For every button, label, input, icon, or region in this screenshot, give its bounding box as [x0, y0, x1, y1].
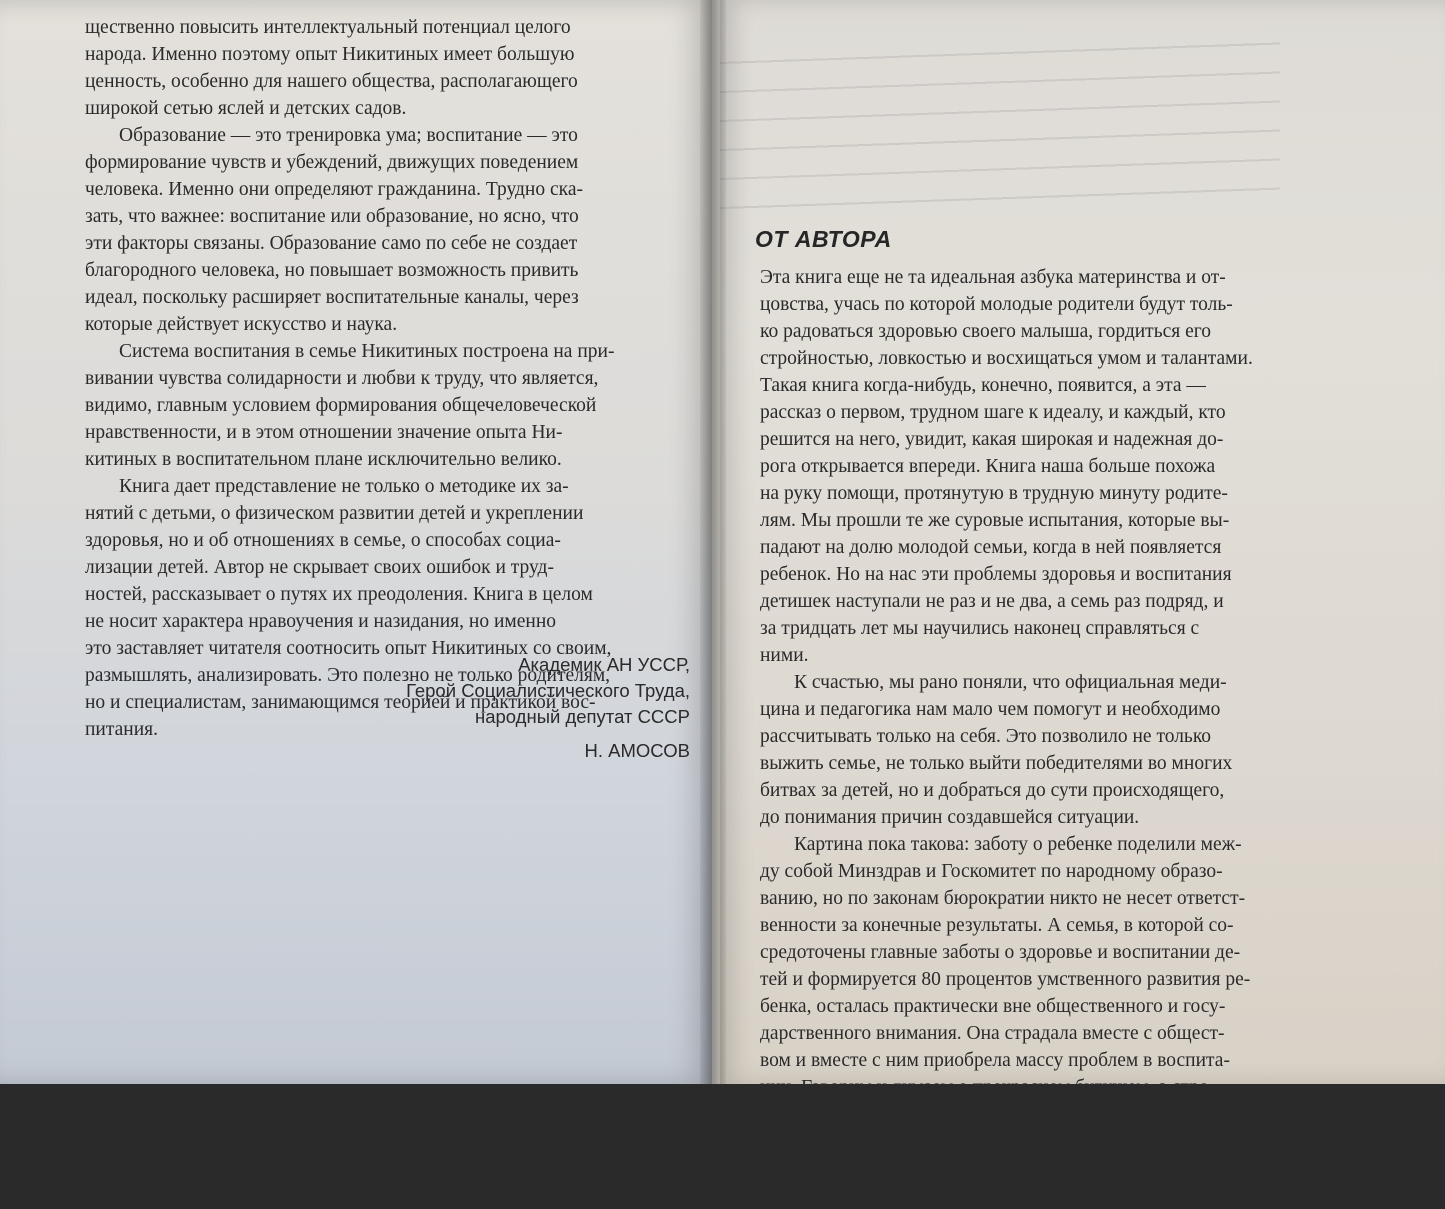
- signature-name: Н. АМОСОВ: [584, 740, 690, 761]
- left-paragraph-2: Образование — это тренировка ума; воспитание — это формирование чувств и убеждений, движущих поведением человека. Именно они определяют гражданина. Трудно ска- зать, что важнее: воспитание или образование, но ясно, что эти факторы связаны. Образование само по себе не создает благородного человека, но повышает возможность привить идеал, поскольку расширяет воспитательные каналы, через которые действует искусство и наука.: [85, 125, 583, 335]
- left-paragraph-3: Система воспитания в семье Никитиных построена на при- вивании чувства солидарности и любви к труду, что является, видимо, главным условием формирования общечеловеческой нравственности, и в этом отношении значение опыта Ни- китиных в воспитательном плане исключительно велико.: [85, 341, 615, 470]
- signature-title-3: народный депутат СССР: [475, 706, 690, 727]
- left-page-text: [85, 14, 690, 743]
- signature-title-2: Герой Социалистического Труда,: [406, 680, 690, 701]
- right-paragraph-3: Картина пока такова: заботу о ребенке поделили меж- ду собой Минздрав и Госкомитет по народному образо- ванию, но по законам бюрократии никто не несет ответст- венности за конечные результаты. А семья, в которой со- средоточены главные заботы о здоровье и воспитании де- тей и формируется 80 процентов умственного развития ре- бенка, осталась практически вне общественного и госу- дарственного внимания. Она страдала вместе с общест- вом и вместе с ним приобрела массу проблем в воспита- нии. Говорим и думаем о прекрасном будущем, а стро- ители этого будущего — дети — становятся с каждым днем все слабее, все уязвимее и в морально-этическом, и в трудовом, и в социальном отношениях.: [760, 834, 1251, 1179]
- signature-block: [360, 652, 690, 764]
- right-paragraph-2: К счастью, мы рано поняли, что официальная меди- цина и педагогика нам мало чем помогут и необходимо рассчитывать только на себя. Это позволило не только выжить семье, не только выйти победителями во многих битвах за детей, но и добраться до сути происходящего, до понимания причин создавшейся ситуации.: [760, 672, 1233, 828]
- left-paragraph-1: щественно повысить интеллектуальный потенциал целого народа. Именно поэтому опыт Никитиных имеет большую ценность, особенно для нашего общества, располагающего широкой сетью яслей и детских садов.: [85, 17, 578, 119]
- show-through-text: [720, 40, 1280, 210]
- right-paragraph-1: Эта книга еще не та идеальная азбука материнства и от- цовства, учась по которой молодые родители будут толь- ко радоваться здоровью своего малыша, гордиться его стройностью, ловкостью и восхищаться умом и талантами. Такая книга когда-нибудь, конечно, появится, а эта — рассказ о первом, трудном шаге к идеалу, и каждый, кто решится на него, увидит, какая широкая и надежная до- рога открывается впереди. Книга наша больше похожа на руку помощи, протянутую в трудную минуту родите- лям. Мы прошли те же суровые испытания, которые вы- падают на долю молодой семьи, когда в ней появляется ребенок. Но на нас эти проблемы здоровья и воспитания детишек наступали не раз и не два, а семь раз подряд, и за тридцать лет мы научились наконец справляться с ними.: [760, 267, 1253, 666]
- book-gutter: [700, 0, 726, 1084]
- right-page-text: [760, 264, 1366, 1209]
- right-paragraph-4: Происходит почти непрерывное ослабление здо-: [794, 1185, 1229, 1206]
- section-heading: ОТ АВТОРА: [755, 226, 892, 252]
- left-paragraph-4: Книга дает представление не только о методике их за- нятий с детьми, о физическом развитии детей и укреплении здоровья, но и об отношениях в семье, о способах социа- лизации детей. Автор не скрывает своих ошибок и труд- ностей, рассказывает о путях их преодоления. Книга в целом не носит характера нравоучения и назидания, но именно это заставляет читателя соотносить опыт Никитиных со своим, размышлять, анализировать. Это полезно не только родителям, но и специалистам, занимающимся теорией и практикой вос- питания.: [85, 476, 612, 740]
- signature-title-1: Академик АН УССР,: [518, 654, 690, 675]
- left-page: [0, 0, 712, 1084]
